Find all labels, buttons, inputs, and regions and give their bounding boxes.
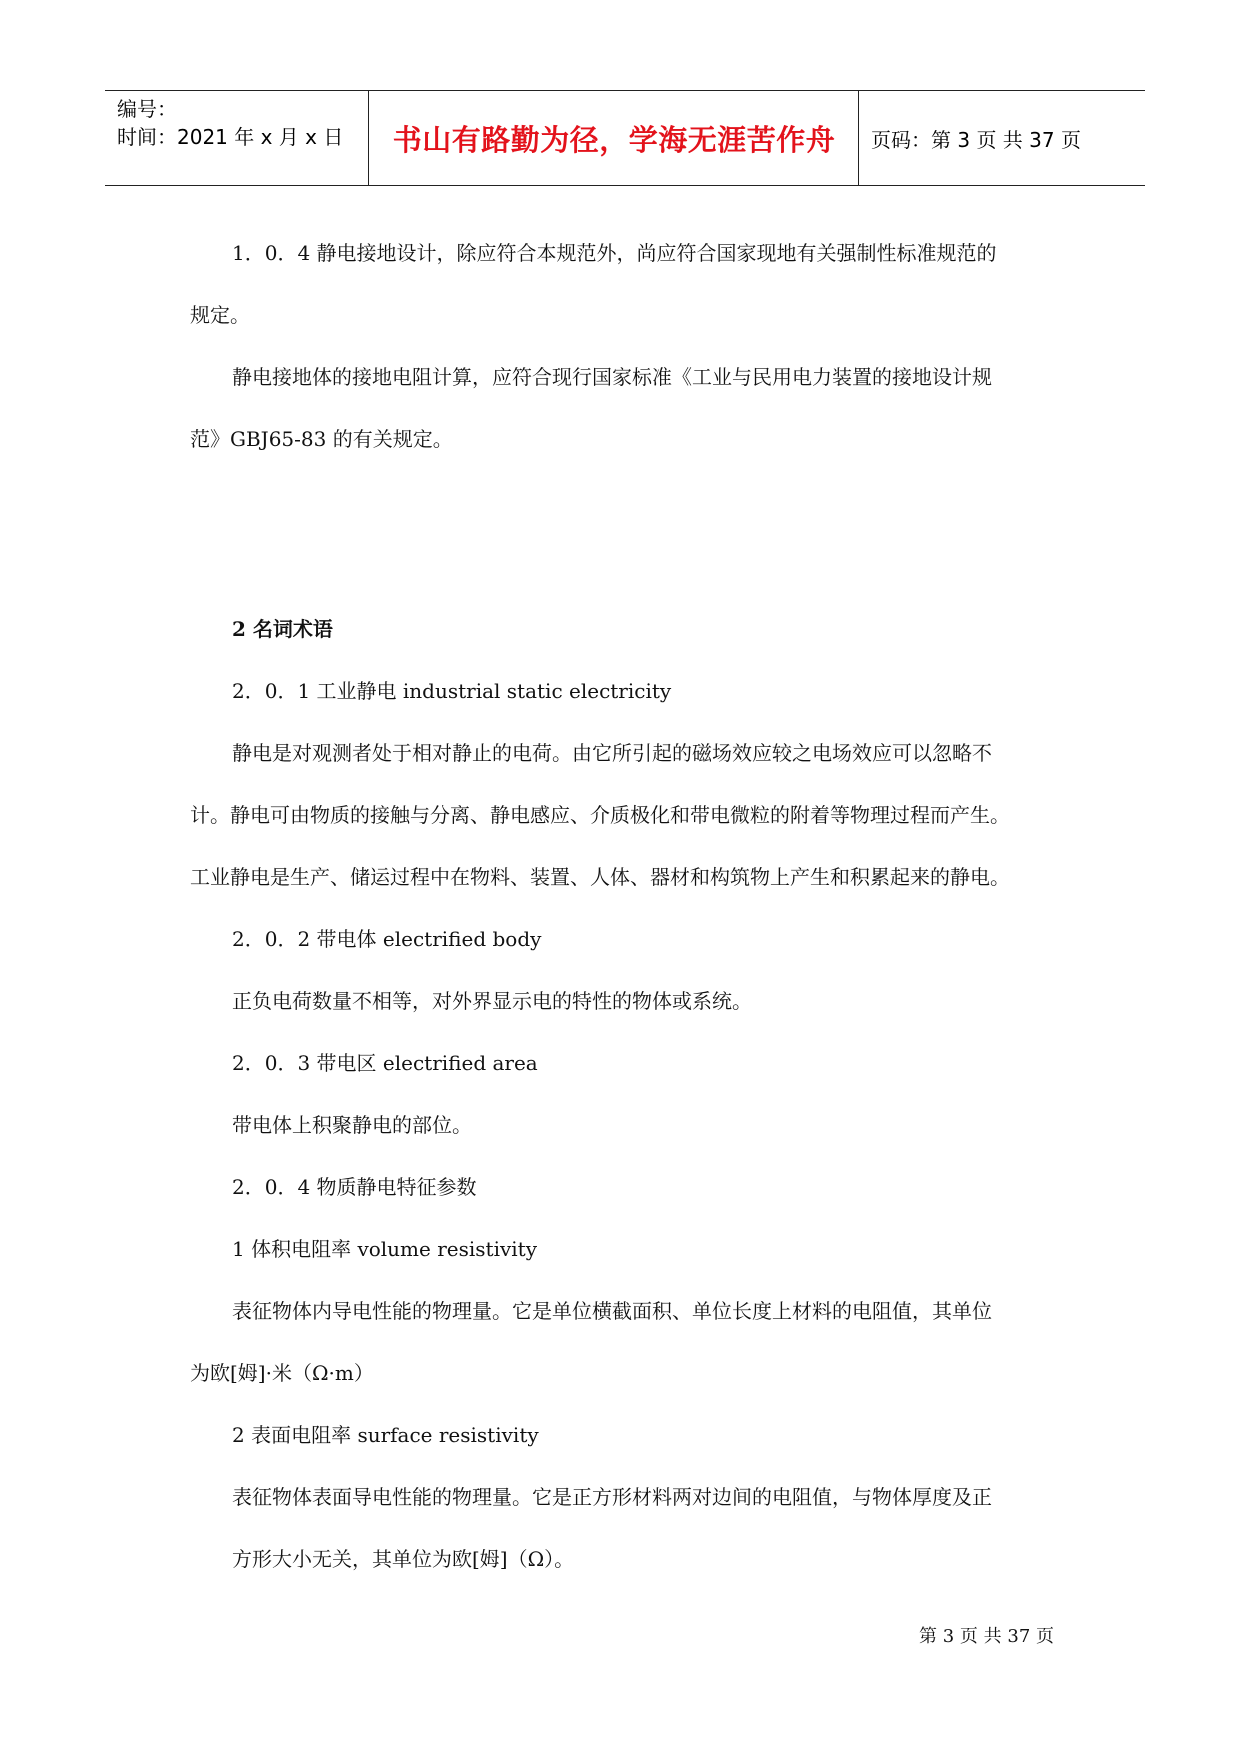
paragraph-line: 1．0．4 静电接地设计，除应符合本规范外，尚应符合国家现地有关强制性标准规范的 <box>232 241 997 265</box>
paragraph-line: 工业静电是生产、储运过程中在物料、装置、人体、器材和构筑物上产生和积累起来的静电。 <box>190 865 1010 889</box>
header-meta <box>117 95 362 151</box>
term-subheading: 1 体积电阻率 volume resistivity <box>232 1237 537 1261</box>
header-divider <box>858 91 859 185</box>
term-subheading: 2 表面电阻率 surface resistivity <box>232 1423 539 1447</box>
paragraph-line: 规定。 <box>190 303 250 327</box>
paragraph-line: 静电是对观测者处于相对静止的电荷。由它所引起的磁场效应较之电场效应可以忽略不 <box>232 741 992 765</box>
header-divider <box>368 91 369 185</box>
term-heading: 2．0．3 带电区 electrified area <box>232 1051 538 1075</box>
paragraph-line: 表征物体内导电性能的物理量。它是单位横截面积、单位长度上材料的电阻值，其单位 <box>232 1299 992 1323</box>
paragraph-line: 范》GBJ65-83 的有关规定。 <box>190 427 453 451</box>
term-heading: 2．0．1 工业静电 industrial static electricity <box>232 679 672 703</box>
section-heading: 2 名词术语 <box>232 617 333 641</box>
paragraph-line: 表征物体表面导电性能的物理量。它是正方形材料两对边间的电阻值，与物体厚度及正 <box>232 1485 992 1509</box>
document-number-label: 编号： <box>117 97 177 121</box>
page-header <box>105 90 1145 186</box>
section-2-terms <box>190 598 1060 1590</box>
paragraph-line: 为欧[姆]·米（Ω·m） <box>190 1361 374 1385</box>
term-heading: 2．0．2 带电体 electrified body <box>232 927 542 951</box>
document-time-label: 时间：2021 年 x 月 x 日 <box>117 125 344 149</box>
paragraph-line: 带电体上积聚静电的部位。 <box>232 1113 472 1137</box>
page-footer: 第 3 页 共 37 页 <box>919 1626 1054 1647</box>
paragraph-line: 静电接地体的接地电阻计算，应符合现行国家标准《工业与民用电力装置的接地设计规 <box>232 365 992 389</box>
paragraph-line: 方形大小无关，其单位为欧[姆]（Ω）。 <box>232 1547 575 1571</box>
header-page-number: 页码：第 3 页 共 37 页 <box>871 127 1081 152</box>
paragraph-line: 正负电荷数量不相等，对外界显示电的特性的物体或系统。 <box>232 989 752 1013</box>
term-heading: 2．0．4 物质静电特征参数 <box>232 1175 477 1199</box>
section-1-0-4 <box>190 222 1060 470</box>
paragraph-line: 计。静电可由物质的接触与分离、静电感应、介质极化和带电微粒的附着等物理过程而产生。 <box>190 803 1010 827</box>
header-motto: 书山有路勤为径，学海无涯苦作舟 <box>392 122 836 157</box>
